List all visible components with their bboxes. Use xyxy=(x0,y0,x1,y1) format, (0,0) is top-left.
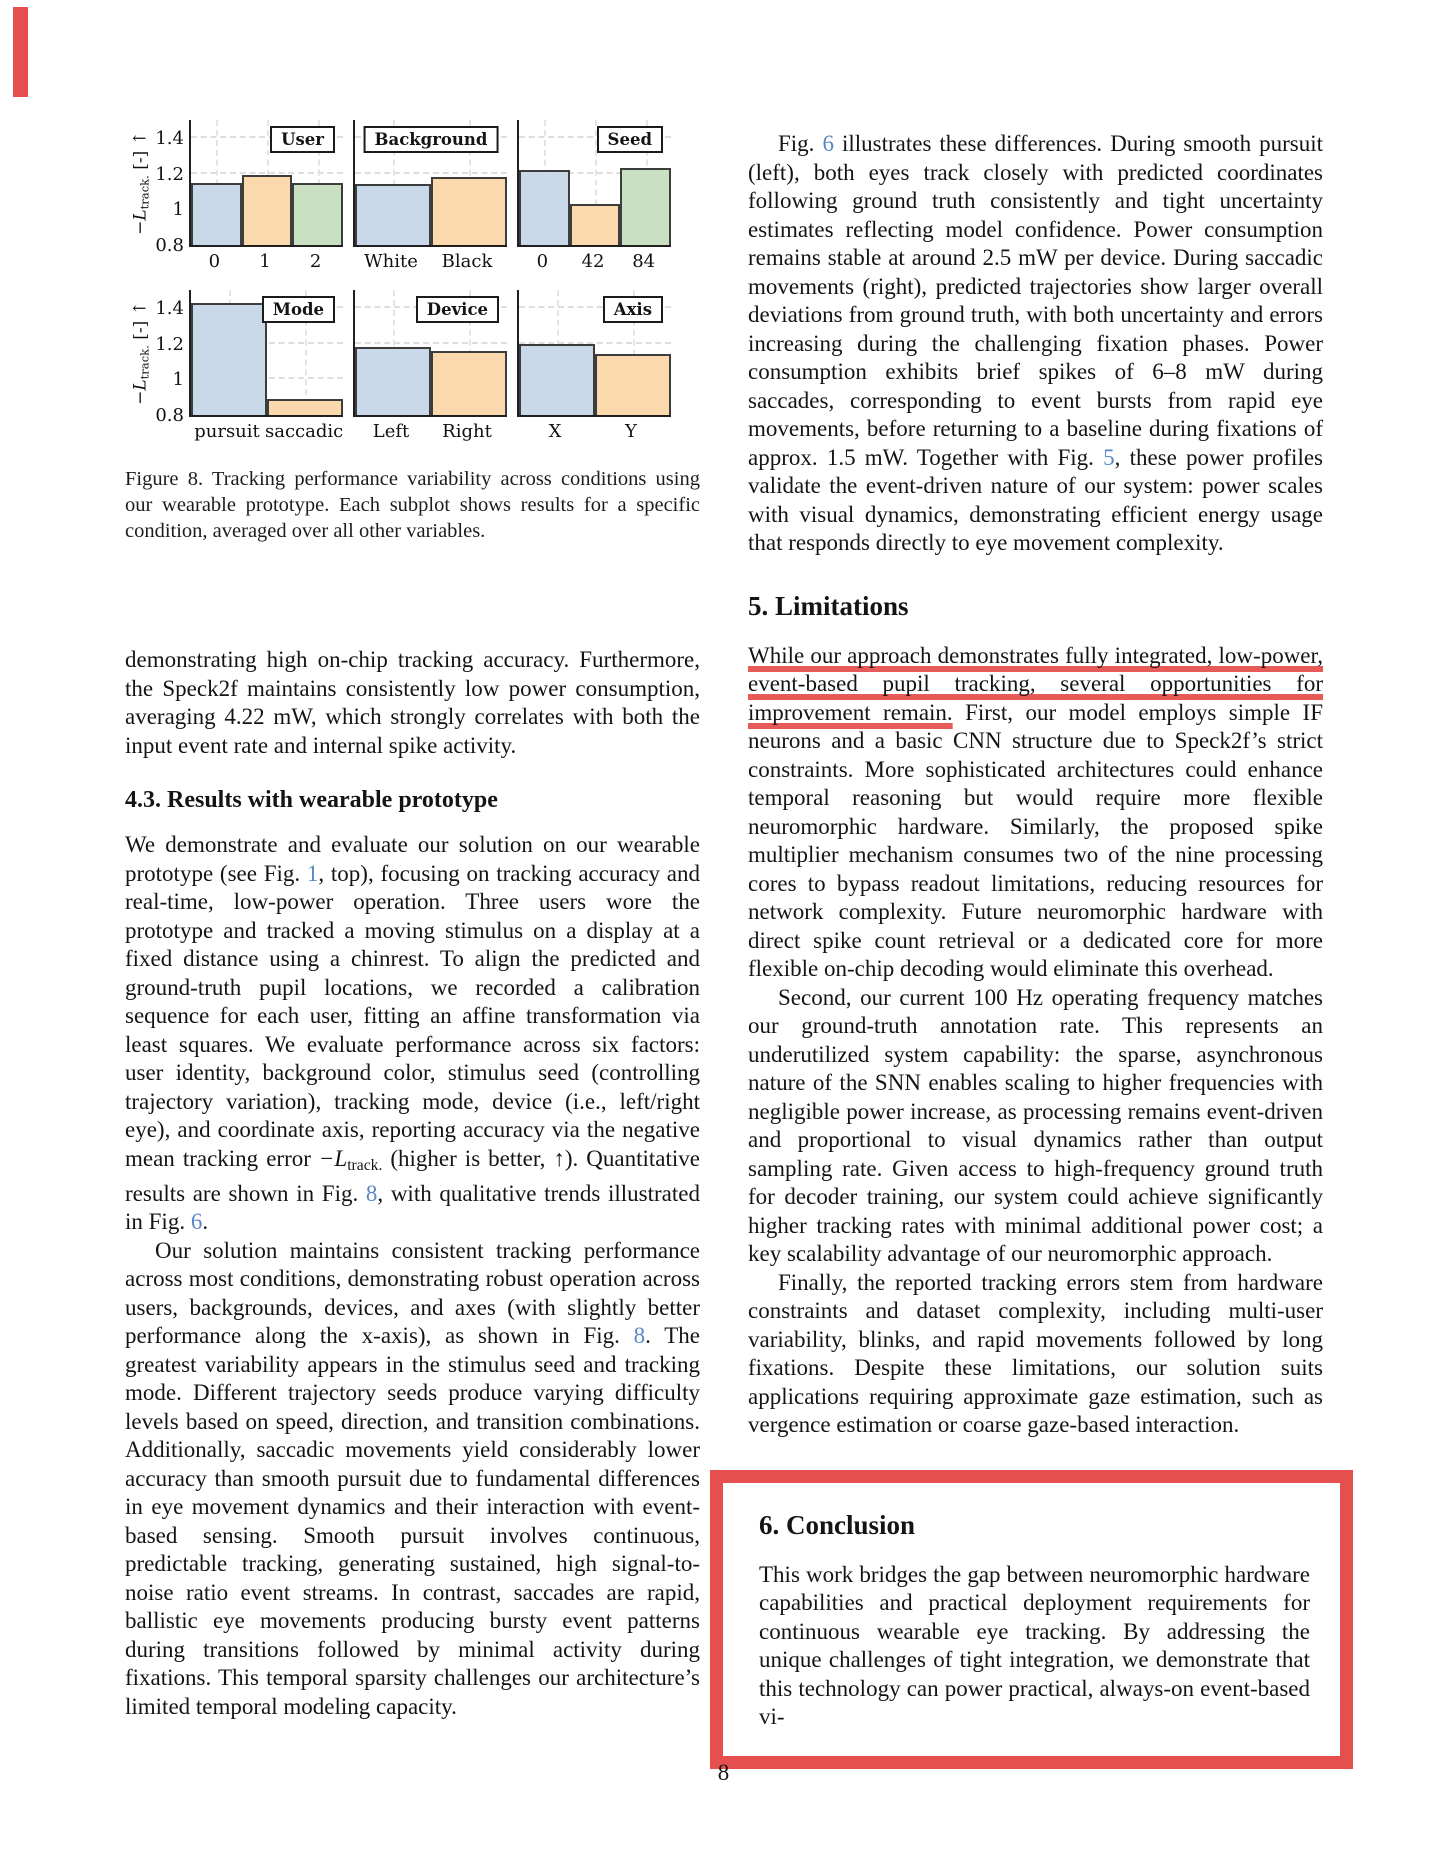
bar-mode-pursuit xyxy=(191,303,267,416)
panel-title: Seed xyxy=(597,126,663,153)
y-tick-label: 1 xyxy=(172,369,184,391)
section-heading-4-3: 4.3. Results with wearable prototype xyxy=(125,787,498,813)
plot-area xyxy=(353,290,507,417)
body-paragraph xyxy=(759,1561,1310,1732)
y-tick-label: 0.8 xyxy=(155,235,184,256)
conclusion-highlight-box xyxy=(710,1470,1353,1769)
text-segment: , with qualitative trends illustrated in Fig. xyxy=(125,1180,700,1235)
x-tick-label: Y xyxy=(625,421,637,442)
x-tick-label: 0 xyxy=(536,251,549,272)
figure-ref-link[interactable]: 1 xyxy=(306,860,319,886)
chart-row-bottom xyxy=(125,290,700,442)
chart-panel-device xyxy=(353,290,507,442)
y-axis-label-units: [-] ↑ xyxy=(130,130,151,175)
x-tick-labels xyxy=(353,421,507,442)
y-tick-label: 1.4 xyxy=(155,127,184,149)
figure-ref-link[interactable]: 6 xyxy=(822,131,834,156)
y-axis xyxy=(125,290,189,426)
x-tick-label: 1 xyxy=(259,251,271,272)
chart-panel-user xyxy=(189,120,343,272)
text-segment: (higher is better, ↑). Quantitative results are shown in Fig. xyxy=(125,1145,700,1206)
text-segment: Finally, the reported tracking errors stem from hardware constraints and dataset complexity, including multi-user variability, blinks, and rapid movements followed by long fixations. Despite these limitations, our solution suits applications requiring approximate gaze estimation, such as vergence estimation or coarse gaze-based interaction. xyxy=(748,1269,1323,1437)
bar-axis-y xyxy=(595,354,671,415)
x-tick-labels xyxy=(517,251,671,272)
body-paragraph xyxy=(748,1269,1323,1440)
bar-seed-84 xyxy=(620,168,671,245)
gridline-horizontal xyxy=(355,342,507,344)
y-axis-label xyxy=(131,131,152,235)
figure-ref-link[interactable]: 8 xyxy=(633,1323,646,1349)
panel-title: Axis xyxy=(603,296,663,323)
text-segment: This work bridges the gap between neuromorphic hardware capabilities and practical deployment requirements for continuous wearable eye tracking. By addressing the unique challenges of tight integration, we demonstrate that this technology can power practical, always-on event-based vi- xyxy=(759,1561,1310,1729)
text-segment: Second, our current 100 Hz operating frequency matches our ground-truth annotation rate. This represents an underutilized system capability: the sparse, asynchronous nature of the SNN enables scaling to higher frequencies with negligible power increase, as processing remains event-driven and proportional to visual dynamics rather than output sampling rate. Given access to high-frequency ground truth for decoder training, our system could achieve significantly higher tracking rates with minimal additional power cost; a key scalability advantage of our neuromorphic approach. xyxy=(748,984,1323,1266)
text-segment: We demonstrate and evaluate our solution on our wearable prototype (see Fig. xyxy=(125,832,700,886)
x-tick-labels xyxy=(189,421,343,442)
text-segment: . The greatest variability appears in the stimulus seed and tracking mode. Different trajectory seeds produce varying difficulty levels based on speed, direction, and transition combinations. Additionally, saccadic movements yield considerably lower accuracy than smooth pursuit due to fundamental differences in eye movement dynamics and their interaction with event-based sensing. Smooth pursuit involves continuous, predictable tracking, generating sustained, high signal-to-noise ratio event streams. In contrast, saccades are rapid, ballistic eye movements producing bursty event patterns during transitions followed by minimal activity during fixations. This temporal sparsity challenges our architecture’s limited temporal modeling capacity. xyxy=(125,1323,701,1719)
panel-title: Background xyxy=(364,126,499,153)
bar-user-1 xyxy=(242,175,293,245)
figure-ref-link[interactable]: 6 xyxy=(190,1209,203,1235)
text-segment: Fig. xyxy=(778,131,823,156)
y-axis xyxy=(125,120,189,256)
panel-title: Mode xyxy=(262,296,335,323)
y-tick-label: 1.4 xyxy=(155,297,184,319)
body-paragraph xyxy=(125,831,700,1237)
x-tick-label: X xyxy=(548,421,562,442)
bar-background-black xyxy=(431,177,507,245)
x-tick-label: 42 xyxy=(581,251,605,272)
chart-panel-background xyxy=(353,120,507,272)
text-segment: track. xyxy=(347,1156,383,1174)
text-segment: , these power profiles validate the event-driven nature of our system: power scales with visual dynamics, demonstrating efficient energy usage that responds directly to eye movement complexity. xyxy=(748,444,1323,555)
y-axis-label-symbol: −L xyxy=(130,378,151,405)
x-tick-label: Right xyxy=(442,421,492,442)
figure-charts xyxy=(125,120,700,442)
y-tick-label: 0.8 xyxy=(155,405,184,426)
figure-ref-link[interactable]: 5 xyxy=(1103,444,1115,470)
x-tick-label: 0 xyxy=(208,251,221,272)
figure-caption: Figure 8. Tracking performance variability across conditions using our wearable prototype. Each subplot shows results for a specific condition, averaged over all other variables. xyxy=(125,468,700,542)
y-axis-label-subscript: track. xyxy=(137,344,152,379)
bar-background-white xyxy=(355,184,431,245)
panel-title: Device xyxy=(416,296,499,323)
y-axis-label-subscript: track. xyxy=(137,174,152,209)
plot-area xyxy=(189,120,343,247)
red-underlined-text: While our approach demonstrates fully integrated, low-power, event-based pupil tracking, several opportunities for improvement remain. xyxy=(748,642,1323,725)
y-tick-label: 1.2 xyxy=(155,163,184,185)
text-segment: −L xyxy=(318,1145,348,1171)
plot-area xyxy=(353,120,507,247)
bar-mode-saccadic xyxy=(267,399,343,415)
y-axis-label-symbol: −L xyxy=(130,208,151,235)
x-tick-label: White xyxy=(364,251,418,272)
figure-8 xyxy=(125,120,700,544)
text-segment: Our solution maintains consistent tracking performance across most conditions, demonstrating robust operation across users, backgrounds, devices, and axes (with slightly better performance along the x-axis), as shown in Fig. xyxy=(125,1237,700,1349)
bar-seed-0 xyxy=(519,170,570,245)
section-heading-6: 6. Conclusion xyxy=(759,1509,916,1540)
bar-device-left xyxy=(355,347,431,415)
gridline-horizontal xyxy=(355,172,507,174)
y-tick-label: 1 xyxy=(172,199,184,221)
x-tick-labels xyxy=(189,251,343,272)
text-segment: demonstrating high on-chip tracking accuracy. Furthermore, the Speck2f maintains consistently low power consumption, averaging 4.22 mW, which strongly correlates with both the input event rate and internal spike activity. xyxy=(125,647,700,758)
text-segment: , top), focusing on tracking accuracy and real-time, low-power operation. Three users wore the prototype and tracked a moving stimulus on a display at a fixed distance using a chinrest. To align the predicted and ground-truth pupil locations, we recorded a calibration sequence for each user, fitting an affine transformation via least squares. We evaluate performance across six factors: user identity, background color, stimulus seed (controlling trajectory variation), tracking mode, device (i.e., left/right eye), and coordinate axis, reporting accuracy via the negative mean tracking error xyxy=(125,860,701,1171)
text-segment: First, our model employs simple IF neurons and a basic CNN structure due to Speck2f’s strict constraints. More sophisticated architectures could enhance temporal reasoning but would require more flexible neuromorphic hardware. Similarly, the proposed spike multiplier mechanism consumes two of the nine processing cores to bypass readout limitations, reducing resources for network complexity. Future neuromorphic hardware with direct spike count retrieval or a dedicated core for more flexible on-chip decoding would eliminate this overhead. xyxy=(748,699,1323,981)
bar-user-2 xyxy=(292,183,343,246)
body-paragraph xyxy=(125,1237,700,1722)
bar-seed-42 xyxy=(570,204,621,245)
panel-title: User xyxy=(270,126,335,153)
y-tick-label: 1.2 xyxy=(155,333,184,355)
body-paragraph xyxy=(748,984,1323,1269)
y-axis-label xyxy=(131,301,152,405)
page-number: 8 xyxy=(717,1760,730,1785)
x-tick-label: 84 xyxy=(632,251,656,272)
figure-ref-link[interactable]: 8 xyxy=(365,1180,378,1206)
x-tick-label: Black xyxy=(441,251,493,272)
x-tick-label: saccadic xyxy=(265,421,344,442)
body-paragraph xyxy=(748,642,1323,984)
bar-axis-x xyxy=(519,344,595,415)
x-tick-label: 2 xyxy=(309,251,322,272)
right-column xyxy=(748,130,1323,1769)
body-paragraph xyxy=(125,646,700,760)
y-axis-label-units: [-] ↑ xyxy=(130,300,151,345)
x-tick-label: Left xyxy=(372,421,410,442)
text-segment: illustrates these differences. During smooth pursuit (left), both eyes track closely with predicted coordinates following ground truth consistently and tight uncertainty estimates reflecting model confidence. Power consumption remains stable at around 2.5 mW per device. During saccadic movements (right), predicted trajectories show larger overall deviations from ground truth, with both uncertainty and errors increasing during the challenging fixation phases. Power consumption exhibits brief spikes of 6–8 mW during saccades, corresponding to event bursts from rapid eye movements, before returning to a baseline during fixations of approx. 1.5 mW. Together with Fig. xyxy=(748,131,1323,470)
chart-row-top xyxy=(125,120,700,272)
plot-area xyxy=(517,120,671,247)
text-segment: . xyxy=(202,1209,209,1235)
x-tick-labels xyxy=(353,251,507,272)
bar-user-0 xyxy=(191,183,242,246)
chart-panel-seed xyxy=(517,120,671,272)
chart-panel-mode xyxy=(189,290,343,442)
plot-area xyxy=(517,290,671,417)
plot-area xyxy=(189,290,343,417)
left-column xyxy=(125,108,700,1721)
body-paragraph xyxy=(748,130,1323,558)
section-heading-5: 5. Limitations xyxy=(748,590,909,621)
red-margin-annotation xyxy=(13,7,28,97)
x-tick-label: pursuit xyxy=(194,421,260,442)
chart-panel-axis xyxy=(517,290,671,442)
bar-device-right xyxy=(431,351,507,415)
x-tick-labels xyxy=(517,421,671,442)
